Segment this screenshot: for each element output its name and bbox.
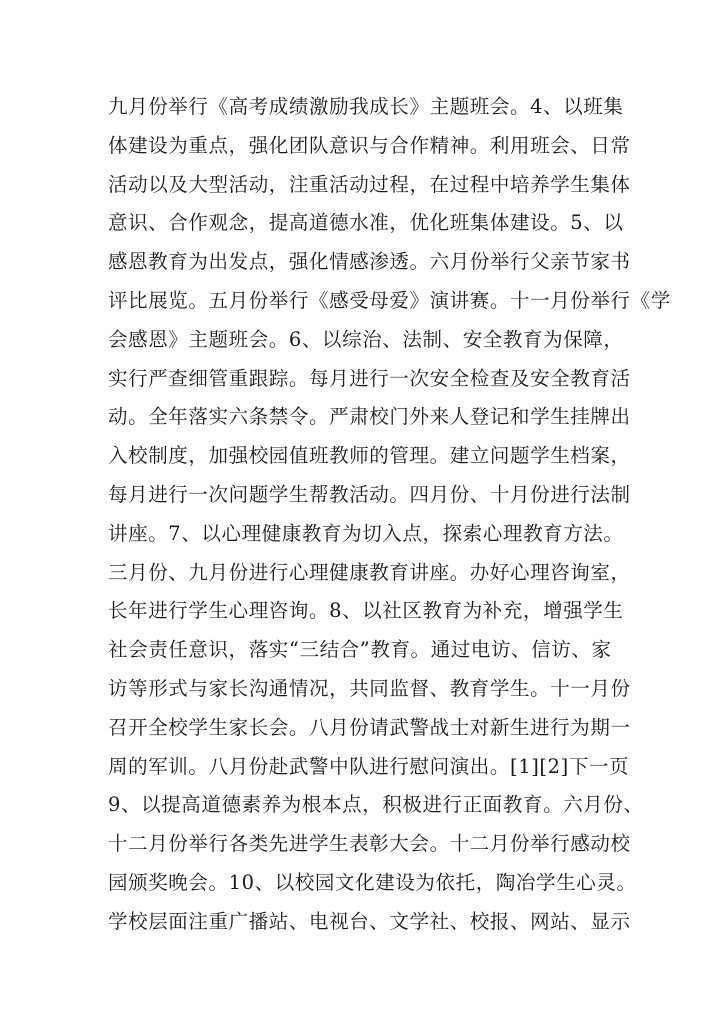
- text-line: 评比展览。五月份举行《感受母爱》演讲赛。十一月份举行《学: [108, 288, 671, 312]
- text-line: 会感恩》主题班会。6、以综治、法制、安全教育为保障，: [108, 327, 624, 351]
- body-text: [108, 88, 671, 942]
- text-line: 三月份、九月份进行心理健康教育讲座。办好心理咨询室，: [108, 560, 631, 584]
- text-line: 每月进行一次问题学生帮教活动。四月份、十月份进行法制: [108, 482, 631, 506]
- text-line: 园颁奖晚会。10、以校园文化建设为依托，陶冶学生心灵。: [108, 870, 637, 894]
- text-line: 十二月份举行各类先进学生表彰大会。十二月份举行感动校: [108, 832, 631, 856]
- text-line: 动。全年落实六条禁令。严肃校门外来人登记和学生挂牌出: [108, 405, 631, 429]
- text-line: 访等形式与家长沟通情况，共同监督、教育学生。十一月份: [108, 676, 631, 700]
- text-line: 体建设为重点，强化团队意识与合作精神。利用班会、日常: [108, 133, 631, 157]
- text-line: 活动以及大型活动，注重活动过程，在过程中培养学生集体: [108, 172, 631, 196]
- text-line: 意识、合作观念，提高道德水准，优化班集体建设。5、以: [108, 211, 624, 235]
- text-line: 九月份举行《高考成绩激励我成长》主题班会。4、以班集: [108, 95, 624, 118]
- text-line: 实行严查细管重跟踪。每月进行一次安全检查及安全教育活: [108, 366, 631, 390]
- text-line: 学校层面注重广播站、电视台、文学社、校报、网站、显示: [108, 909, 631, 933]
- text-line: 入校制度，加强校园值班教师的管理。建立问题学生档案，: [108, 444, 631, 468]
- text-line: 感恩教育为出发点，强化情感渗透。六月份举行父亲节家书: [108, 250, 631, 274]
- text-line: 9、以提高道德素养为根本点，积极进行正面教育。六月份、: [108, 793, 644, 817]
- text-line: 社会责任意识，落实“三结合”教育。通过电访、信访、家: [108, 638, 612, 662]
- text-line: 长年进行学生心理咨询。8、以社区教育为补充，增强学生: [108, 599, 624, 623]
- text-line: 周的军训。八月份赴武警中队进行慰问演出。[1][2]下一页: [108, 754, 630, 778]
- text-line: 讲座。7、以心理健康教育为切入点，探索心理教育方法。: [108, 521, 624, 545]
- text-line: 召开全校学生家长会。八月份请武警战士对新生进行为期一: [108, 715, 631, 739]
